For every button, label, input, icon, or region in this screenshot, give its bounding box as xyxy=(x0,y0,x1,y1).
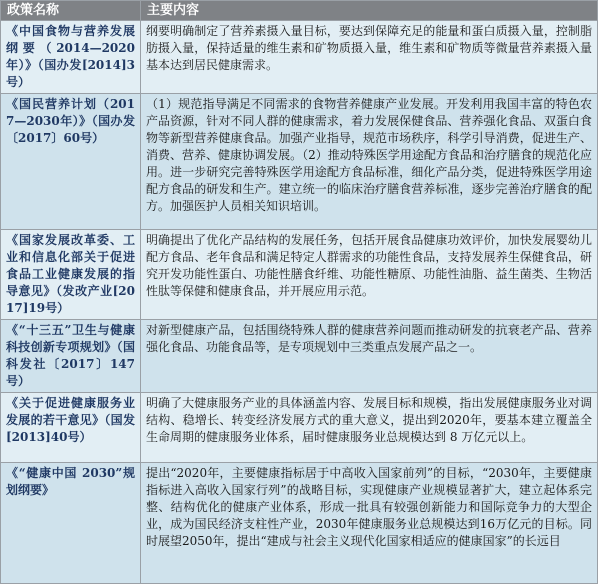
table-body xyxy=(1,21,598,584)
policy-name: 《国家发展改革委、工业和信息化部关于促进食品工业健康发展的指导意见》（发改产业[2017]19号） xyxy=(6,233,135,315)
policy-content-cell xyxy=(141,320,598,393)
policy-content: 对新型健康产品，包括围绕特殊人群的健康营养问题而推动研发的抗衰老产品、营养强化食品、功能食品等，是专项规划中三类重点发展产品之一。 xyxy=(146,323,592,354)
policy-name-cell xyxy=(1,320,141,393)
table-row xyxy=(1,230,598,320)
header-main-content xyxy=(141,1,598,21)
table-row xyxy=(1,94,598,230)
policy-content: 明确了大健康服务产业的具体涵盖内容、发展目标和规模，指出发展健康服务业对调结构、稳增长、转变经济发展方式的重大意义，提出到2020年，要基本建立覆盖全生命周期的健康服务业体系，届时健康服务业总规模达到 8 万亿元以上。 xyxy=(146,396,592,444)
policy-content-cell xyxy=(141,230,598,320)
policy-name: 《中国食物与营养发展纲要（2014—2020年）》（国办发[2014]3号） xyxy=(6,24,135,89)
policy-name: 《关于促进健康服务业发展的若干意见》（国发[2013]40号） xyxy=(6,396,135,444)
policy-content-cell xyxy=(141,463,598,584)
header-row xyxy=(1,1,598,21)
table-row xyxy=(1,463,598,584)
header-policy-name xyxy=(1,1,141,21)
header-policy-name-label: 政策名称 xyxy=(7,3,60,18)
policy-name-cell xyxy=(1,94,141,230)
table-header xyxy=(1,1,598,21)
header-main-content-label: 主要内容 xyxy=(147,3,200,18)
table-row xyxy=(1,393,598,463)
policy-content-cell xyxy=(141,21,598,94)
policy-name: 《“健康中国 2030”规划纲要》 xyxy=(6,466,135,497)
table-row xyxy=(1,21,598,94)
policy-name: 《国民营养计划（2017—2030年）》（国办发〔2017〕60号） xyxy=(6,97,135,145)
policy-content-cell xyxy=(141,393,598,463)
policy-content: 提出“2020年，主要健康指标居于中高收入国家前列”的目标，“2030年，主要健康指标进入高收入国家行列”的战略目标，实现健康产业规模显著扩大，建立起体系完整、结构优化的健康产业体系，形成一批具有较强创新能力和国际竞争力的大型企业，成为国民经济支柱性产业，2030年健康服务业总规模达到16万亿元的目标。同时展望2050年，提出“建成与社会主义现代化国家相适应的健康国家”的长远目 xyxy=(146,466,592,548)
policy-content: 明确提出了优化产品结构的发展任务，包括开展食品健康功效评价，加快发展婴幼儿配方食品、老年食品和满足特定人群需求的功能性食品，支持发展养生保健食品，研究开发功能性蛋白、功能性膳食纤维、功能性糖原、功能性油脂、益生菌类、生物活性肽等保健和健康食品，并开展应用示范。 xyxy=(146,233,592,298)
table-row xyxy=(1,320,598,393)
policy-name: 《“十三五”卫生与健康科技创新专项规划》（国科发社〔2017〕147号） xyxy=(6,323,135,388)
policy-name-cell xyxy=(1,463,141,584)
policy-name-cell xyxy=(1,393,141,463)
policy-name-cell xyxy=(1,21,141,94)
policy-content-cell xyxy=(141,94,598,230)
policy-content: 纲要明确制定了营养素摄入量目标，要达到保障充足的能量和蛋白质摄入量，控制脂肪摄入量，保持适量的维生素和矿物质摄入量，维生素和矿物质等微量营养素摄入量基本达到居民健康需求。 xyxy=(146,24,592,72)
policy-content: （1）规范指导满足不同需求的食物营养健康产业发展。开发利用我国丰富的特色农产品资源，针对不同人群的健康需求，着力发展保健食品、营养强化食品、双蛋白食物等新型营养健康食品。加强产业指导，规范市场秩序，科学引导消费，促进生产、消费、营养、健康协调发展。（2）推动特殊医学用途配方食品和治疗膳食的规范化应用。进一步研究完善特殊医学用途配方食品标准，细化产品分类，促进特殊医学用途配方食品的研发和生产。建立统一的临床治疗膳食营养标准，逐步完善治疗膳食的配方。加强医护人员相关知识培训。 xyxy=(146,97,592,213)
policy-name-cell xyxy=(1,230,141,320)
